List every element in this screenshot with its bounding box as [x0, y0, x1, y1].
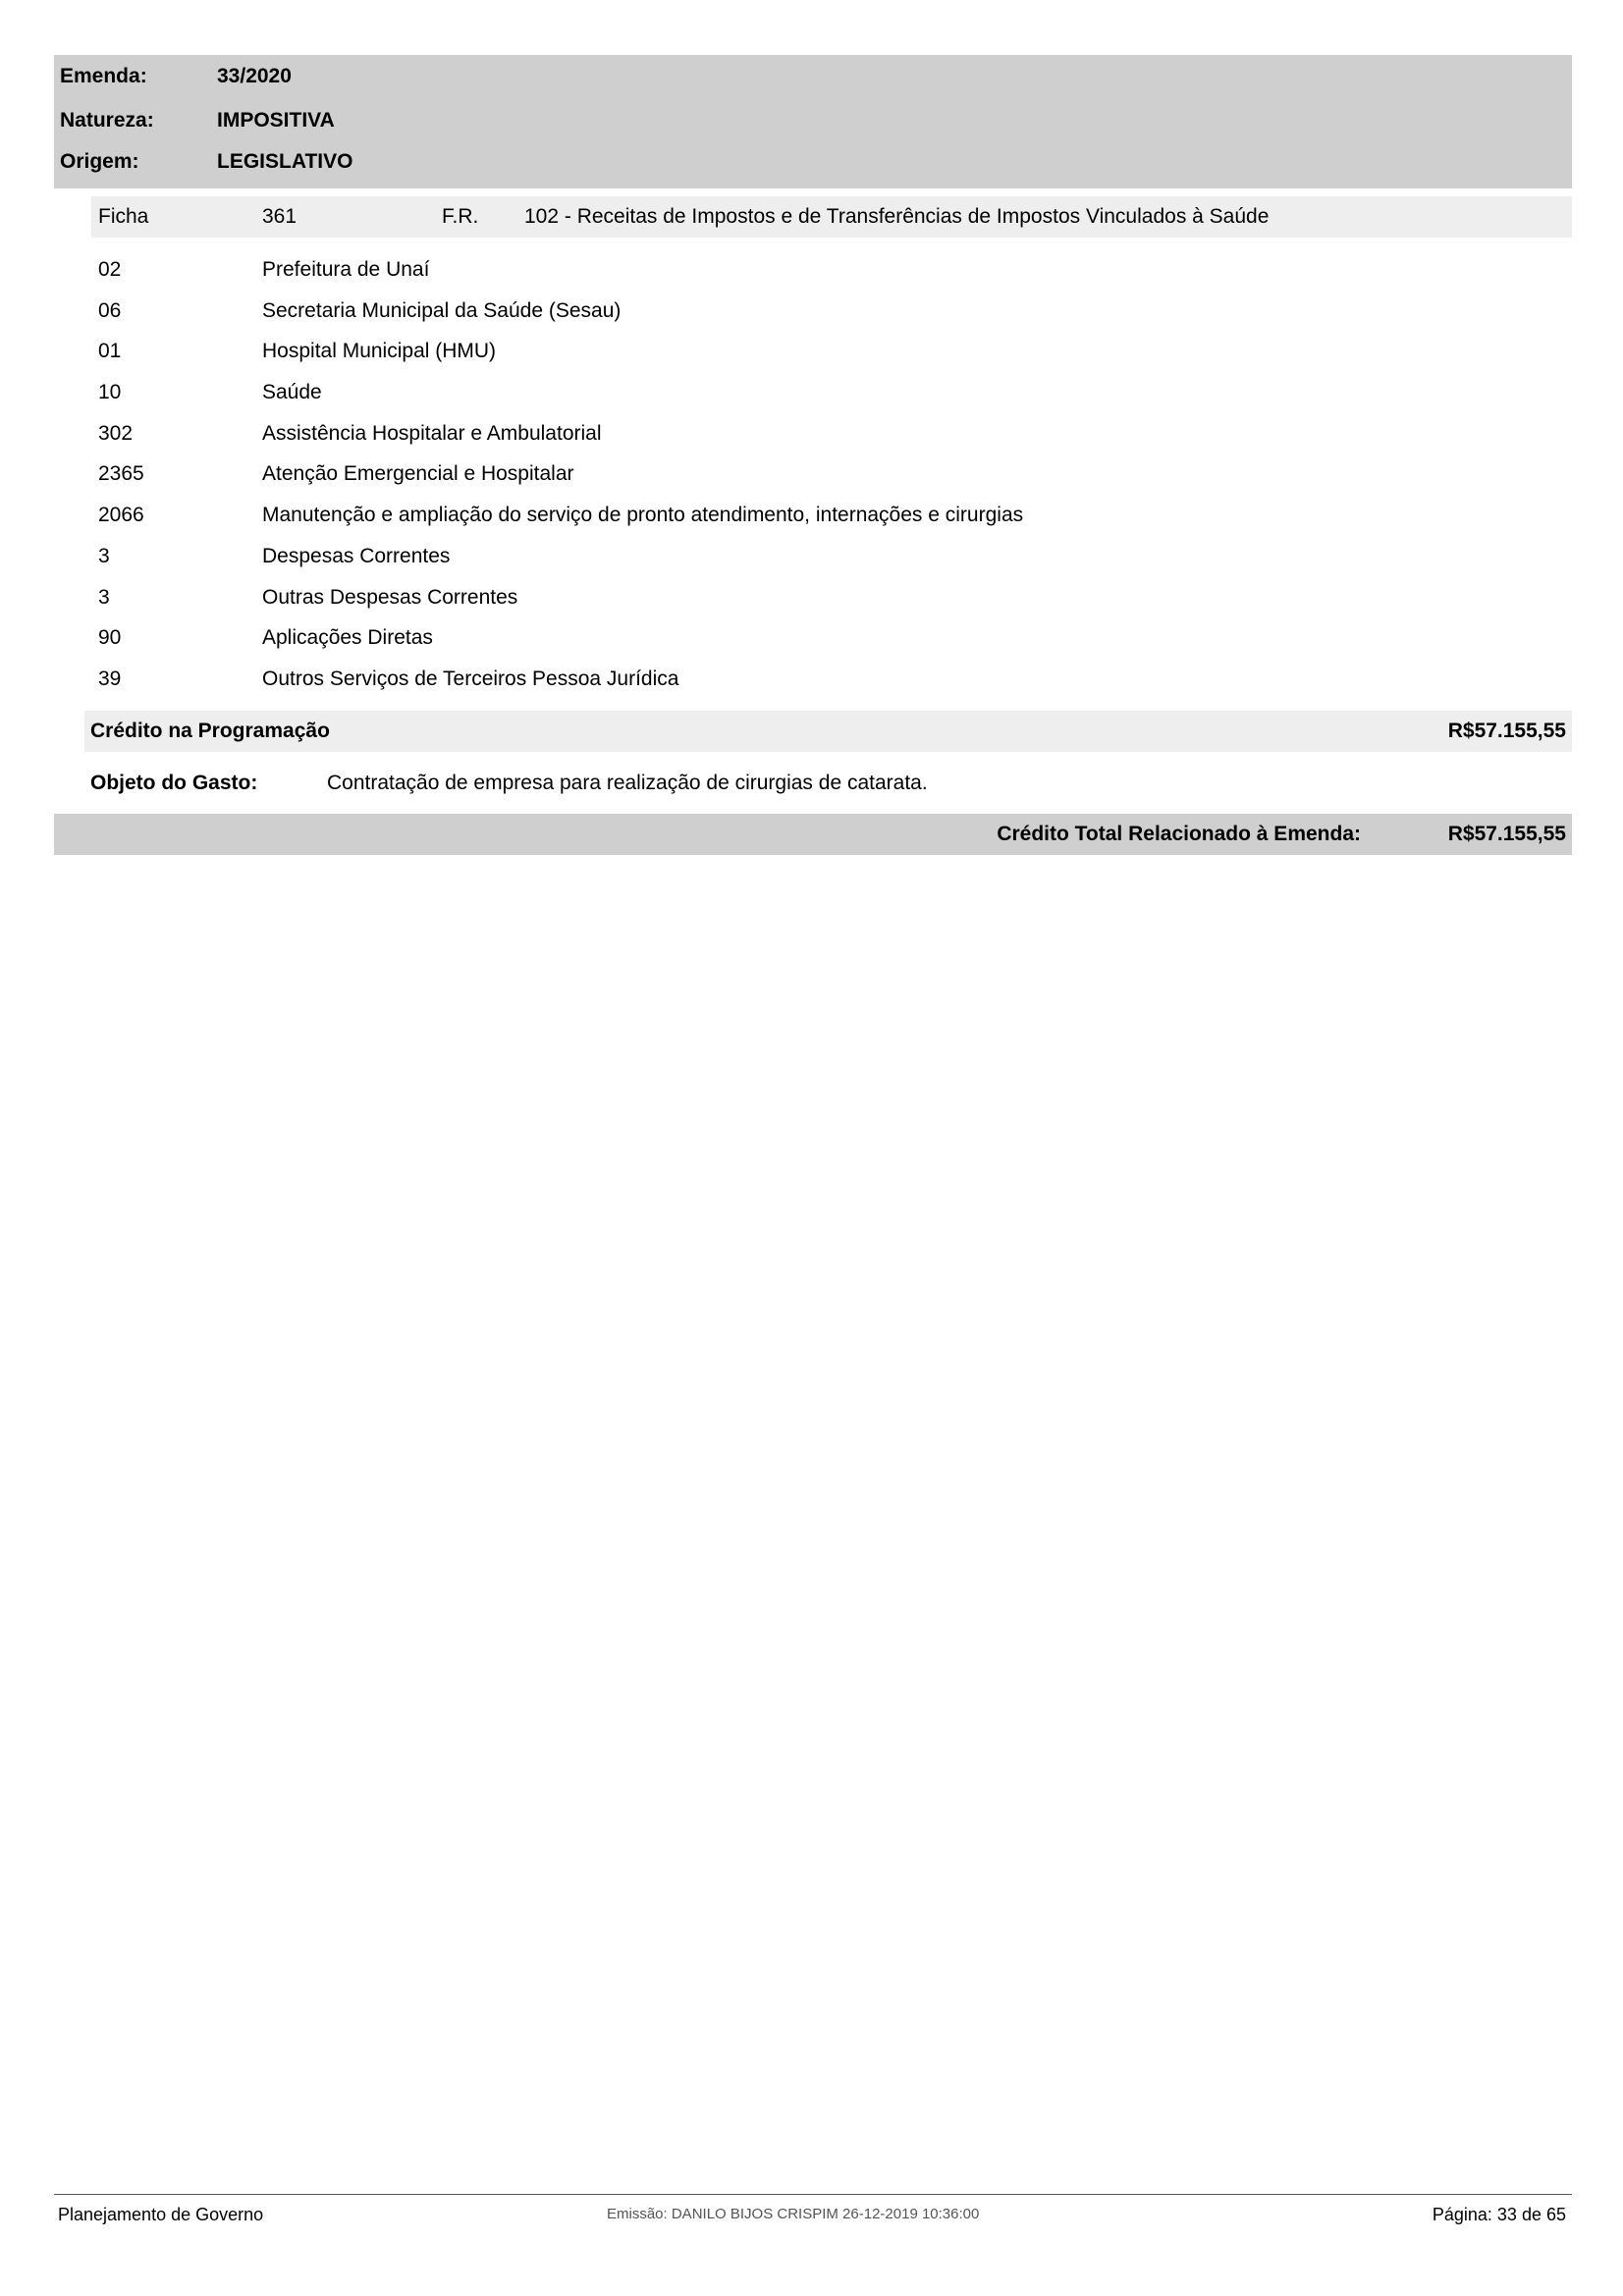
classificacao-desc: Prefeitura de Unaí — [262, 258, 430, 281]
credito-programacao-value: R$57.155,55 — [1447, 720, 1566, 742]
origem-value: LEGISLATIVO — [217, 150, 353, 173]
footer-divider — [54, 2194, 1572, 2195]
list-item — [98, 419, 1473, 460]
classificacao-code: 39 — [98, 667, 122, 690]
classificacao-code: 2066 — [98, 504, 144, 527]
classificacao-code: 06 — [98, 298, 122, 322]
list-item — [98, 665, 1473, 706]
classificacao-desc: Aplicações Diretas — [262, 626, 433, 650]
classificacao-desc: Manutenção e ampliação do serviço de pronto atendimento, internações e cirurgias — [262, 504, 1024, 527]
list-item — [98, 459, 1473, 501]
natureza-value: IMPOSITIVA — [217, 109, 335, 132]
list-item — [98, 378, 1473, 419]
origem-label: Origem: — [60, 150, 139, 173]
list-item — [98, 542, 1473, 583]
list-item — [98, 501, 1473, 542]
ficha-row — [91, 196, 1572, 238]
credito-total-label: Crédito Total Relacionado à Emenda: — [997, 823, 1361, 845]
classificacao-code: 01 — [98, 340, 122, 363]
ficha-label: Ficha — [98, 205, 149, 228]
list-item — [98, 337, 1473, 378]
footer-emission: Emissão: DANILO BIJOS CRISPIM 26-12-2019 10:36:00 — [607, 2206, 980, 2222]
natureza-label: Natureza: — [60, 109, 154, 132]
list-item — [98, 255, 1473, 296]
credito-total-value: R$57.155,55 — [1447, 823, 1566, 845]
credito-programacao-row — [84, 711, 1572, 752]
classificacao-desc: Outras Despesas Correntes — [262, 585, 518, 609]
classificacao-desc: Atenção Emergencial e Hospitalar — [262, 462, 574, 486]
classificacao-list — [98, 255, 1473, 706]
emenda-header — [54, 55, 1572, 188]
classificacao-desc: Despesas Correntes — [262, 544, 451, 567]
classificacao-code: 302 — [98, 421, 134, 445]
list-item — [98, 296, 1473, 338]
classificacao-desc: Assistência Hospitalar e Ambulatorial — [262, 421, 602, 445]
objeto-gasto-label: Objeto do Gasto: — [90, 772, 258, 794]
classificacao-desc: Secretaria Municipal da Saúde (Sesau) — [262, 298, 622, 322]
classificacao-code: 2365 — [98, 462, 144, 486]
fonte-recurso-value: 102 - Receitas de Impostos e de Transferências de Impostos Vinculados à Saúde — [524, 205, 1270, 228]
emenda-value: 33/2020 — [217, 65, 292, 87]
classificacao-code: 3 — [98, 544, 110, 567]
classificacao-desc: Saúde — [262, 381, 322, 404]
classificacao-code: 90 — [98, 626, 122, 650]
objeto-gasto-value: Contratação de empresa para realização de cirurgias de catarata. — [327, 772, 928, 794]
list-item — [98, 623, 1473, 665]
ficha-number: 361 — [262, 205, 298, 228]
credito-programacao-label: Crédito na Programação — [90, 720, 330, 742]
classificacao-desc: Hospital Municipal (HMU) — [262, 340, 497, 363]
credito-total-row — [54, 814, 1572, 855]
emenda-label: Emenda: — [60, 65, 147, 87]
list-item — [98, 583, 1473, 624]
objeto-gasto-row — [90, 769, 1563, 798]
classificacao-code: 10 — [98, 381, 122, 404]
classificacao-desc: Outros Serviços de Terceiros Pessoa Jurídica — [262, 667, 679, 690]
footer-page-number: Página: 33 de 65 — [1432, 2205, 1566, 2224]
footer-department: Planejamento de Governo — [58, 2205, 264, 2224]
page-footer — [54, 2203, 1572, 2226]
classificacao-code: 3 — [98, 585, 110, 609]
fonte-recurso-label: F.R. — [442, 205, 479, 228]
classificacao-code: 02 — [98, 258, 122, 281]
